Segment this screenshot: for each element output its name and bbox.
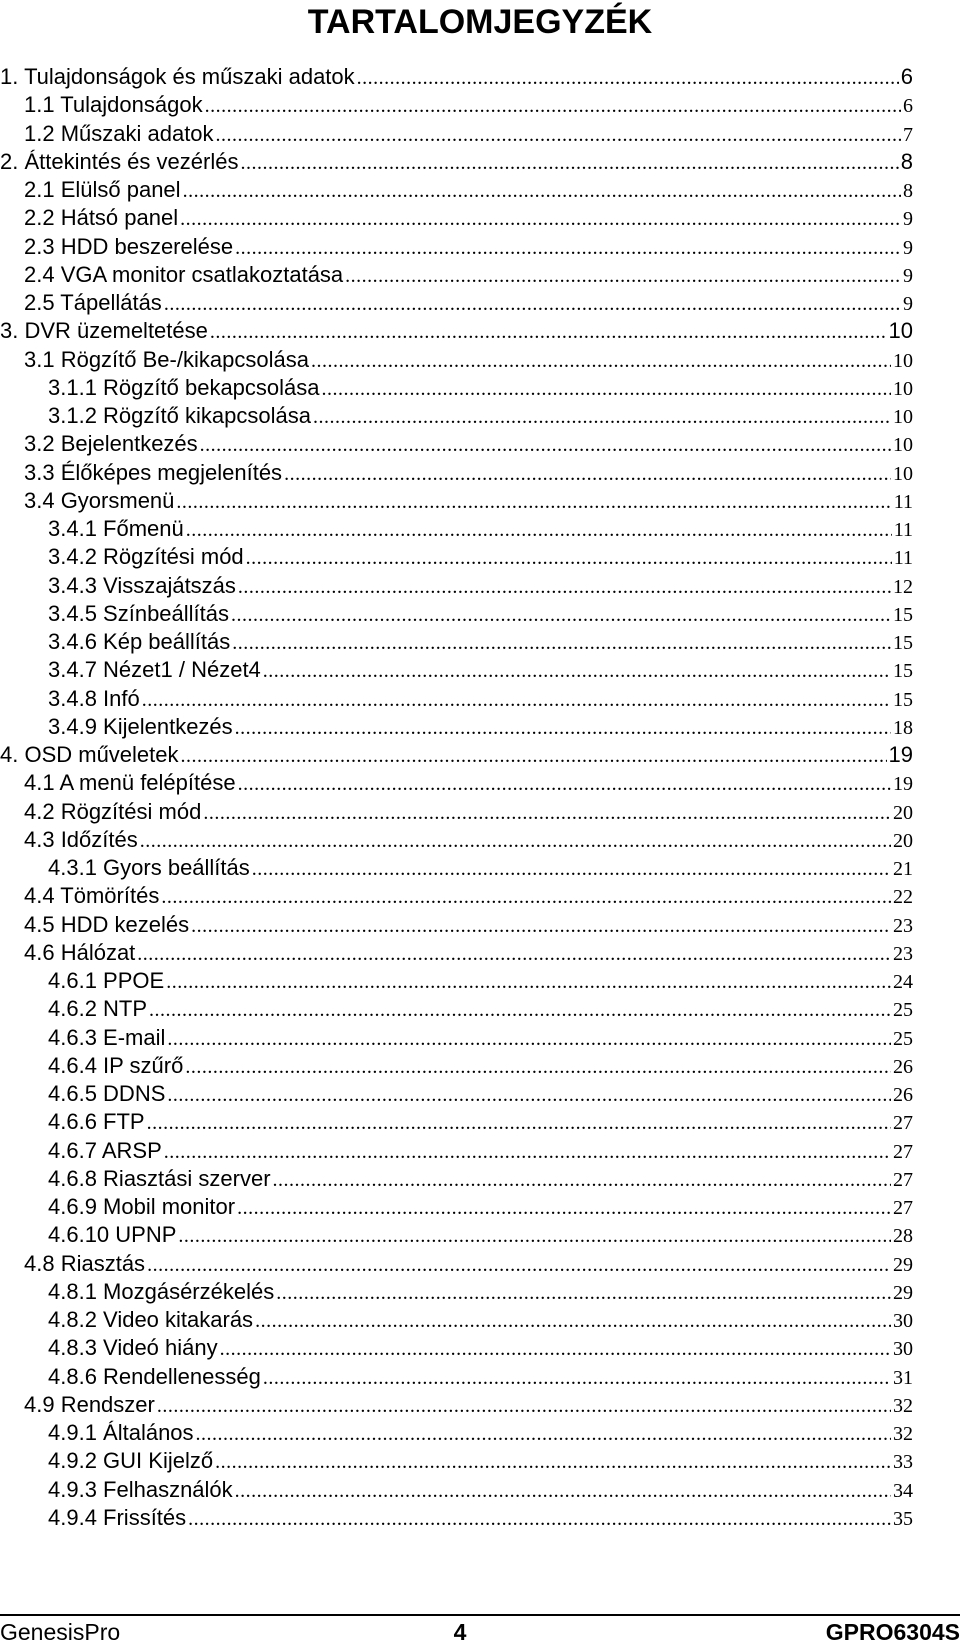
toc-entry-label: 4.4 Tömörítés xyxy=(24,883,160,909)
toc-leader-dots xyxy=(178,1222,891,1250)
toc-entry-label: 4.9.4 Frissítés xyxy=(48,1504,187,1530)
toc-entry-page: 20 xyxy=(893,829,913,852)
toc-entry-label: 4.9.3 Felhasználók xyxy=(48,1476,233,1502)
toc-entry-label: 4.8.1 Mozgásérzékelés xyxy=(48,1278,275,1304)
toc-entry-label: 4.9.1 Általános xyxy=(48,1420,194,1445)
toc-leader-dots xyxy=(252,855,891,883)
toc-leader-dots xyxy=(167,1025,891,1053)
page-title: TARTALOMJEGYZÉK xyxy=(307,3,653,41)
toc-entry-page: 9 xyxy=(903,264,913,287)
toc-entry-page: 11 xyxy=(893,547,913,570)
toc-leader-dots xyxy=(311,347,891,375)
toc-entry-page: 9 xyxy=(903,236,913,259)
toc-leader-dots xyxy=(345,262,901,290)
toc-entry-page: 10 xyxy=(893,434,913,457)
toc-entry-page: 27 xyxy=(893,1168,913,1191)
toc-entry-label: 1. Tulajdonságok és műszaki adatok xyxy=(0,64,355,89)
toc-leader-dots xyxy=(196,1420,891,1448)
toc-leader-dots xyxy=(157,1392,891,1420)
toc-entry-page: 33 xyxy=(893,1451,913,1474)
toc-entry-label: 2.1 Elülső panel xyxy=(24,177,181,202)
toc-leader-dots xyxy=(140,827,891,855)
toc-entry[interactable] xyxy=(0,1419,960,1447)
toc-entry[interactable] xyxy=(0,685,960,713)
toc-leader-dots xyxy=(232,629,891,657)
toc-entry-label: 2. Áttekintés és vezérlés xyxy=(0,148,239,174)
toc-entry-label: 4.6.3 E-mail xyxy=(48,1024,166,1050)
toc-entry-page: 10 xyxy=(888,318,913,344)
toc-entry-page: 26 xyxy=(893,1084,913,1106)
toc-entry-label: 3.4.7 Nézet1 / Nézet4 xyxy=(48,657,261,683)
toc-entry-page: 25 xyxy=(893,999,913,1022)
toc-leader-dots xyxy=(231,601,891,629)
toc-leader-dots xyxy=(164,1138,891,1166)
table-of-contents xyxy=(0,63,960,1532)
toc-entry-label: 3.1 Rögzítő Be-/kikapcsolása xyxy=(24,346,309,372)
toc-entry-page: 27 xyxy=(893,1140,913,1163)
toc-entry-label: 3. DVR üzemeltetése xyxy=(0,318,208,344)
toc-entry[interactable] xyxy=(0,826,960,854)
toc-leader-dots xyxy=(322,375,891,403)
toc-entry-label: 3.2 Bejelentkezés xyxy=(24,431,198,457)
toc-leader-dots xyxy=(183,177,901,205)
toc-entry-label: 4.3.1 Gyors beállítás xyxy=(48,855,250,880)
toc-entry-page: 11 xyxy=(893,519,913,541)
toc-entry-label: 4.9 Rendszer xyxy=(24,1391,155,1417)
toc-entry-label: 4.5 HDD kezelés xyxy=(24,911,190,937)
toc-leader-dots xyxy=(255,1307,891,1335)
toc-entry[interactable] xyxy=(0,515,960,543)
toc-entry-label: 4. OSD műveletek xyxy=(0,742,179,767)
toc-entry-label: 3.4.9 Kijelentkezés xyxy=(48,713,233,739)
toc-leader-dots xyxy=(238,770,891,798)
toc-leader-dots xyxy=(238,573,891,601)
toc-leader-dots xyxy=(200,431,891,459)
toc-leader-dots xyxy=(263,1364,891,1392)
toc-entry-page: 30 xyxy=(893,1310,913,1332)
toc-entry[interactable] xyxy=(0,1024,960,1052)
toc-entry[interactable] xyxy=(0,1137,960,1165)
toc-entry[interactable] xyxy=(0,261,960,289)
toc-entry-page: 10 xyxy=(893,406,913,428)
toc-entry[interactable] xyxy=(0,1447,960,1475)
toc-leader-dots xyxy=(203,799,891,827)
toc-leader-dots xyxy=(273,1166,891,1194)
toc-entry[interactable] xyxy=(0,854,960,882)
toc-leader-dots xyxy=(215,1448,891,1476)
footer-page-number: 4 xyxy=(453,1619,467,1645)
toc-entry-label: 4.6.9 Mobil monitor xyxy=(48,1194,236,1219)
toc-entry-label: 3.1.2 Rögzítő kikapcsolása xyxy=(48,403,311,428)
toc-entry-page: 18 xyxy=(893,716,913,739)
toc-leader-dots xyxy=(240,149,898,177)
toc-entry-page: 19 xyxy=(888,742,913,767)
toc-leader-dots xyxy=(180,205,901,233)
toc-leader-dots xyxy=(164,290,901,318)
toc-entry-label: 4.8.6 Rendellenesség xyxy=(48,1363,261,1389)
toc-entry-label: 3.3 Élőképes megjelenítés xyxy=(24,459,283,485)
toc-leader-dots xyxy=(137,940,891,968)
toc-entry[interactable] xyxy=(0,430,960,458)
toc-entry-page: 29 xyxy=(893,1253,913,1276)
toc-entry[interactable] xyxy=(0,1391,960,1419)
toc-leader-dots xyxy=(284,460,891,488)
toc-entry[interactable] xyxy=(0,798,960,826)
toc-leader-dots xyxy=(161,883,891,911)
toc-entry[interactable] xyxy=(0,1363,960,1391)
toc-entry[interactable] xyxy=(0,1504,960,1532)
toc-entry[interactable] xyxy=(0,1052,960,1080)
toc-entry-page: 27 xyxy=(893,1112,913,1135)
toc-entry-page: 22 xyxy=(893,886,913,909)
toc-entry-label: 4.8.2 Video kitakarás xyxy=(48,1307,254,1332)
toc-leader-dots xyxy=(142,686,891,714)
toc-entry[interactable] xyxy=(0,317,960,345)
toc-entry-page: 7 xyxy=(903,123,913,146)
toc-entry-page: 26 xyxy=(893,1055,913,1078)
toc-leader-dots xyxy=(210,318,887,346)
toc-entry[interactable] xyxy=(0,91,960,119)
toc-entry-label: 2.3 HDD beszerelése xyxy=(24,233,234,259)
toc-leader-dots xyxy=(246,544,892,572)
toc-entry-page: 30 xyxy=(893,1338,913,1361)
toc-entry-page: 19 xyxy=(893,773,913,796)
toc-entry-page: 28 xyxy=(893,1225,913,1248)
toc-entry-label: 4.1 A menü felépítése xyxy=(24,770,236,796)
toc-entry[interactable] xyxy=(0,487,960,515)
toc-entry[interactable] xyxy=(0,967,960,995)
toc-leader-dots xyxy=(216,121,901,149)
toc-leader-dots xyxy=(191,912,891,940)
toc-entry[interactable] xyxy=(0,600,960,628)
toc-entry-label: 4.6.4 IP szűrő xyxy=(48,1052,184,1078)
toc-leader-dots xyxy=(237,1194,891,1222)
toc-leader-dots xyxy=(357,64,899,92)
toc-leader-dots xyxy=(176,488,891,516)
toc-entry[interactable] xyxy=(0,176,960,204)
toc-entry[interactable] xyxy=(0,204,960,232)
toc-entry-label: 4.8 Riasztás xyxy=(24,1250,146,1276)
toc-entry-label: 3.4.5 Színbeállítás xyxy=(48,600,230,626)
toc-entry-page: 9 xyxy=(903,293,913,315)
toc-leader-dots xyxy=(276,1279,891,1307)
toc-entry[interactable] xyxy=(0,628,960,656)
toc-leader-dots xyxy=(205,92,901,120)
toc-entry-label: 3.4 Gyorsmenü xyxy=(24,487,175,513)
toc-entry-page: 27 xyxy=(893,1197,913,1219)
toc-entry-label: 4.6.2 NTP xyxy=(48,996,148,1022)
toc-entry-page: 20 xyxy=(893,801,913,824)
toc-entry[interactable] xyxy=(0,1476,960,1504)
toc-entry-label: 1.1 Tulajdonságok xyxy=(24,92,203,118)
toc-entry[interactable] xyxy=(0,1250,960,1278)
toc-entry-label: 4.9.2 GUI Kijelző xyxy=(48,1448,214,1474)
toc-entry-label: 2.2 Hátsó panel xyxy=(24,205,179,231)
toc-entry[interactable] xyxy=(0,1193,960,1221)
toc-entry-page: 11 xyxy=(893,490,913,513)
toc-entry-page: 10 xyxy=(893,377,913,400)
toc-entry-label: 4.6.5 DDNS xyxy=(48,1081,166,1106)
toc-leader-dots xyxy=(147,1109,891,1137)
toc-entry-page: 8 xyxy=(903,180,913,202)
toc-entry[interactable] xyxy=(0,1165,960,1193)
toc-entry-page: 32 xyxy=(893,1423,913,1445)
toc-entry-page: 31 xyxy=(893,1366,913,1389)
toc-leader-dots xyxy=(181,742,887,770)
toc-entry[interactable] xyxy=(0,882,960,910)
toc-entry-page: 6 xyxy=(903,95,913,118)
toc-entry-label: 3.4.6 Kép beállítás xyxy=(48,629,231,654)
footer-brand: GenesisPro xyxy=(0,1619,121,1645)
toc-entry[interactable] xyxy=(0,713,960,741)
toc-entry[interactable] xyxy=(0,769,960,797)
toc-entry-label: 1.2 Műszaki adatok xyxy=(24,120,214,146)
toc-leader-dots xyxy=(235,234,901,262)
toc-entry[interactable] xyxy=(0,572,960,600)
toc-entry-page: 29 xyxy=(893,1281,913,1304)
toc-entry-page: 15 xyxy=(893,632,913,654)
toc-entry[interactable] xyxy=(0,1080,960,1108)
toc-entry-label: 4.2 Rögzítési mód xyxy=(24,798,202,824)
toc-entry[interactable] xyxy=(0,120,960,148)
toc-entry[interactable] xyxy=(0,289,960,317)
toc-entry[interactable] xyxy=(0,148,960,176)
toc-entry-label: 4.6.10 UPNP xyxy=(48,1222,177,1248)
toc-entry-page: 23 xyxy=(893,942,913,965)
footer-model: GPRO6304S xyxy=(825,1619,960,1645)
toc-leader-dots xyxy=(263,657,891,685)
toc-entry-page: 15 xyxy=(893,603,913,626)
toc-entry[interactable] xyxy=(0,1334,960,1362)
toc-entry-page: 21 xyxy=(893,858,913,880)
toc-entry-page: 9 xyxy=(903,208,913,231)
toc-entry-label: 4.8.3 Videó hiány xyxy=(48,1335,218,1361)
toc-entry-label: 3.1.1 Rögzítő bekapcsolása xyxy=(48,374,320,400)
toc-entry[interactable] xyxy=(0,995,960,1023)
toc-entry[interactable] xyxy=(0,939,960,967)
toc-leader-dots xyxy=(185,1053,891,1081)
toc-entry-label: 3.4.3 Visszajátszás xyxy=(48,572,236,598)
toc-leader-dots xyxy=(235,714,891,742)
toc-entry-label: 4.6.6 FTP xyxy=(48,1109,145,1135)
toc-entry-label: 4.6.8 Riasztási szerver xyxy=(48,1165,271,1191)
toc-entry[interactable] xyxy=(0,741,960,769)
toc-entry[interactable] xyxy=(0,63,960,91)
toc-entry-page: 8 xyxy=(900,148,913,174)
toc-entry[interactable] xyxy=(0,656,960,684)
toc-leader-dots xyxy=(167,1081,891,1109)
toc-entry-label: 4.6.7 ARSP xyxy=(48,1137,162,1163)
toc-entry[interactable] xyxy=(0,1278,960,1306)
toc-entry[interactable] xyxy=(0,543,960,571)
toc-entry[interactable] xyxy=(0,402,960,430)
toc-entry-label: 3.4.8 Infó xyxy=(48,685,140,711)
toc-entry-label: 4.6 Hálózat xyxy=(24,939,136,965)
toc-entry[interactable] xyxy=(0,1221,960,1249)
toc-leader-dots xyxy=(166,968,891,996)
toc-entry-label: 4.6.1 PPOE xyxy=(48,968,165,993)
toc-entry-page: 10 xyxy=(893,462,913,485)
toc-leader-dots xyxy=(188,1505,891,1533)
toc-entry-page: 15 xyxy=(893,688,913,711)
toc-entry[interactable] xyxy=(0,459,960,487)
toc-leader-dots xyxy=(147,1251,891,1279)
toc-entry-page: 10 xyxy=(893,349,913,372)
toc-leader-dots xyxy=(235,1477,891,1505)
toc-leader-dots xyxy=(186,516,892,544)
toc-entry-page: 25 xyxy=(893,1027,913,1050)
toc-entry-label: 2.4 VGA monitor csatlakoztatása xyxy=(24,261,344,287)
toc-entry[interactable] xyxy=(0,1108,960,1136)
toc-entry-page: 6 xyxy=(900,64,913,89)
toc-entry-label: 3.4.2 Rögzítési mód xyxy=(48,544,244,570)
toc-entry-page: 24 xyxy=(893,971,913,993)
toc-entry[interactable] xyxy=(0,1306,960,1334)
toc-entry-page: 15 xyxy=(893,660,913,683)
toc-entry-page: 35 xyxy=(893,1507,913,1530)
toc-entry-page: 12 xyxy=(893,575,913,598)
toc-entry[interactable] xyxy=(0,346,960,374)
toc-entry-label: 3.4.1 Főmenü xyxy=(48,516,184,541)
toc-leader-dots xyxy=(313,403,891,431)
toc-entry-page: 34 xyxy=(893,1479,913,1502)
toc-entry[interactable] xyxy=(0,233,960,261)
toc-leader-dots xyxy=(149,996,891,1024)
toc-leader-dots xyxy=(220,1335,891,1363)
toc-entry[interactable] xyxy=(0,374,960,402)
toc-entry-page: 32 xyxy=(893,1394,913,1417)
toc-entry-label: 2.5 Tápellátás xyxy=(24,290,162,315)
toc-entry-label: 4.3 Időzítés xyxy=(24,826,138,852)
toc-entry-page: 23 xyxy=(893,914,913,937)
page-footer xyxy=(0,1614,960,1649)
toc-entry[interactable] xyxy=(0,911,960,939)
